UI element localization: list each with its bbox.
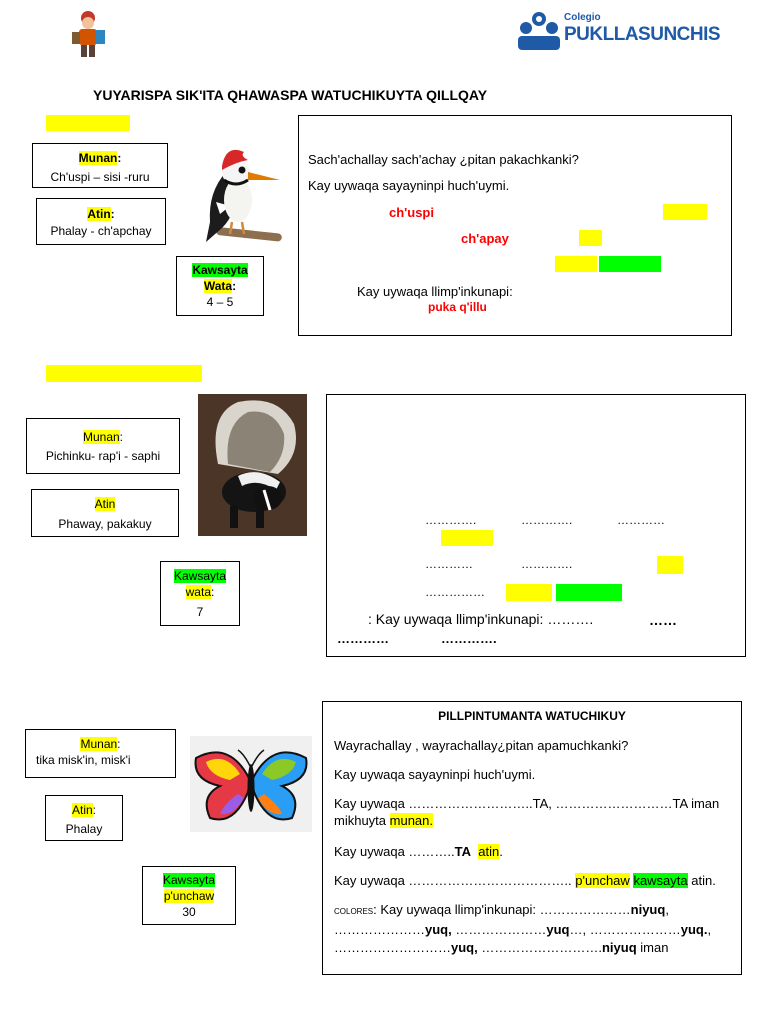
yellow-blank	[663, 204, 707, 220]
kawsayta-box	[142, 866, 236, 925]
atin-box	[31, 489, 179, 537]
riddle-line5	[334, 873, 716, 888]
yellow-highlight-label	[46, 115, 130, 131]
logo-small-text: Colegio	[564, 12, 601, 23]
yellow-blank	[579, 230, 602, 246]
riddle-line2: Kay uywaqa sayayninpi huch'uymi.	[334, 767, 536, 782]
logo-big-text: PUKLLASUNCHIS	[564, 24, 721, 45]
kawsayta-value: 30	[182, 905, 196, 919]
text-part: ,	[665, 902, 669, 917]
bold-part: yuq,	[451, 940, 478, 955]
riddle-line3-cont	[334, 813, 433, 828]
dots-blank: ………….	[441, 631, 497, 646]
dots-blank: ………….	[425, 513, 477, 527]
text-part: : Kay uywaqa llimp'inkunapi: …………………	[373, 902, 631, 917]
riddle-line3: Kay uywaqa llimp'inkunapi:	[357, 284, 513, 299]
atin-box: Atin: Phalay - ch'apchay	[36, 198, 166, 245]
munan-box: Munan: Ch'uspi – sisi -ruru	[32, 143, 168, 188]
colores-label: COLORES	[334, 907, 374, 916]
dots-blank: ……………	[425, 585, 485, 599]
yellow-blank	[441, 530, 493, 546]
atin-value: Phalay - ch'apchay	[50, 224, 152, 238]
text-part: atin.	[687, 873, 716, 888]
munan-label: Munan	[82, 430, 120, 444]
riddle-box-2	[326, 394, 746, 657]
text-part: .	[499, 844, 503, 859]
kawsayta-label: Kawsayta	[192, 263, 248, 277]
wata-label: Wata	[203, 279, 233, 293]
munan-label: Munan	[80, 737, 118, 751]
wata-label: wata	[185, 585, 211, 599]
text-part: mikhuyta	[334, 813, 390, 828]
kawsayta-label: Kawsayta	[162, 873, 216, 887]
atin-value: Phalay	[65, 822, 103, 836]
woodpecker-image	[186, 142, 282, 246]
red-word-3: puka q'illu	[428, 300, 487, 314]
riddle-line3: Kay uywaqa ………………………..TA, ………………………TA iman	[334, 796, 720, 811]
text-part: ………………………	[334, 940, 451, 955]
munan-box: Munan: Pichinku- rap'i - saphi	[26, 418, 180, 474]
skunk-image	[198, 394, 307, 536]
yellow-highlight-label	[46, 365, 202, 382]
bold-part: yuq.	[680, 922, 708, 937]
riddle-box-1	[298, 115, 732, 336]
atin-highlight: atin	[478, 844, 500, 859]
riddle-question: Wayrachallay , wayrachallay¿pitan apamuchkanki?	[334, 738, 629, 753]
bold-part: yuq	[546, 922, 570, 937]
yellow-blank	[657, 556, 683, 574]
text-part: …………………	[334, 922, 425, 937]
dots-blank: ………….	[521, 557, 573, 571]
dots-blank: …………	[425, 557, 473, 571]
yellow-blank	[506, 584, 552, 601]
atin-value: Phaway, pakakuy	[58, 517, 152, 531]
text-part: …………………	[451, 922, 547, 937]
munan-label: Munan	[78, 151, 118, 165]
dots-blank: ………….	[521, 513, 573, 527]
green-blank	[556, 584, 622, 601]
bold-part: niyuq	[630, 902, 666, 917]
riddle-box-3	[322, 701, 742, 975]
munan-value: Pichinku- rap'i - saphi	[45, 449, 161, 463]
bold-part: TA	[454, 844, 472, 859]
atin-label: Atin	[71, 803, 93, 817]
munan-box: Munan: tika misk'in, misk'i	[25, 729, 176, 778]
munan-value: tika misk'in, misk'i	[36, 753, 131, 767]
red-word-2: ch'apay	[461, 231, 509, 246]
riddle-final-line: : Kay uywaqa llimp'inkunapi: ……….	[368, 611, 594, 627]
yellow-blank	[555, 256, 597, 272]
munan-value: Ch'uspi – sisi -ruru	[50, 170, 150, 184]
punchaw-highlight: p'unchaw	[575, 873, 630, 888]
school-logo	[514, 10, 724, 54]
kawsayta-value: 7	[196, 605, 204, 619]
kawsayta-box: Kawsayta Wata: 4 – 5	[176, 256, 264, 316]
page-title: YUYARISPA SIK'ITA QHAWASPA WATUCHIKUYTA QILLQAY	[93, 87, 488, 103]
text-part: ,	[707, 922, 712, 937]
kawsayta-value: 4 – 5	[206, 295, 234, 309]
riddle-line8	[334, 940, 668, 955]
bold-part: yuq,	[425, 922, 452, 937]
text-part: ……………………….	[477, 940, 602, 955]
text-part: iman	[636, 940, 669, 955]
atin-label: Atin	[94, 497, 116, 511]
text-part: …, …………………	[569, 922, 681, 937]
bold-part: niyuq	[601, 940, 637, 955]
butterfly-image	[190, 736, 312, 832]
riddle-line4	[334, 844, 503, 859]
red-word-1: ch'uspi	[389, 205, 434, 220]
kawsayta-box: Kawsayta wata: 7	[160, 561, 240, 626]
kawsayta-highlight: kawsayta	[633, 873, 688, 888]
wata-label: p'unchaw	[163, 889, 215, 903]
dots-blank: …………	[337, 631, 389, 646]
riddle-line7	[334, 922, 711, 937]
text-part: Kay uywaqa ………………………………..	[334, 873, 576, 888]
mascot-logo	[68, 8, 110, 60]
atin-box: Atin: Phalay	[45, 795, 123, 841]
text-part: Kay uywaqa ………..	[334, 844, 455, 859]
riddle-question: Sach'achallay sach'achay ¿pitan pakachkanki?	[308, 152, 579, 167]
green-blank	[599, 256, 661, 272]
riddle-box-title: PILLPINTUMANTA WATUCHIKUY	[438, 709, 626, 723]
kawsayta-label: Kawsayta	[173, 569, 227, 583]
dots-blank: ……	[649, 612, 677, 628]
dots-blank: …………	[617, 513, 665, 527]
riddle-line2: Kay uywaqa sayayninpi huch'uymi.	[308, 178, 510, 193]
munan-highlight: munan.	[389, 813, 434, 828]
atin-label: Atin	[87, 207, 111, 221]
riddle-line6	[334, 902, 669, 917]
